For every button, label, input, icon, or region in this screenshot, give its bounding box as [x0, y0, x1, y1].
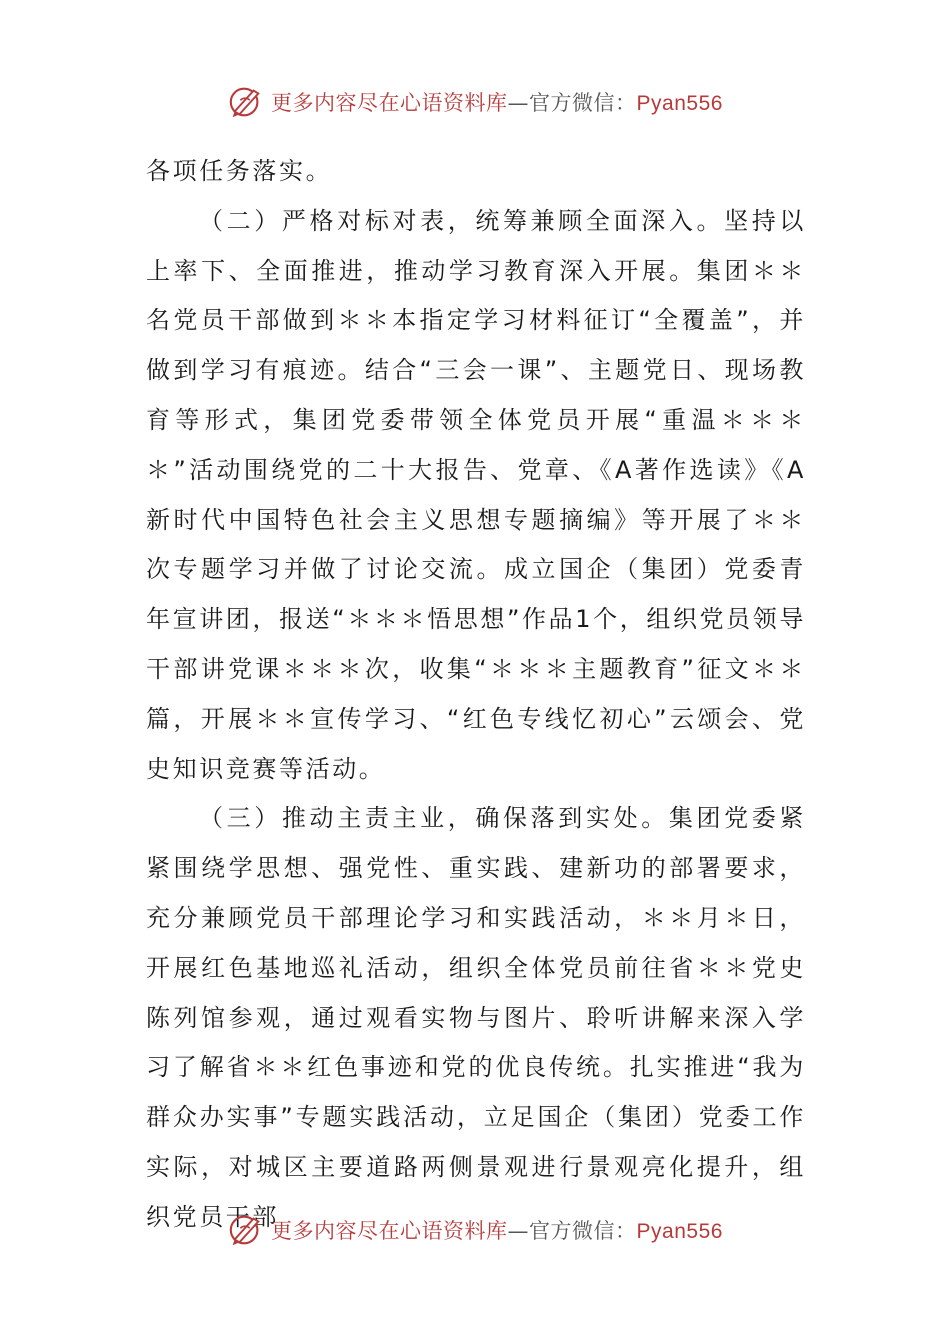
watermark-site: 更多内容尽在心语资料库 [271, 91, 508, 115]
watermark-wechat-id: Pyan556 [636, 92, 723, 115]
document-body [146, 147, 806, 1243]
watermark-separator: — [507, 1219, 530, 1243]
paragraph-section-2: （二）严格对标对表，统筹兼顾全面深入。坚持以上率下、全面推进，推动学习教育深入开展。集团＊＊名党员干部做到＊＊本指定学习材料征订“全覆盖”，并做到学习有痕迹。结合“三会一课”、主题党日、现场教育等形式，集团党委带领全体党员开展“重温＊＊＊＊”活动围绕党的二十大报告、党章、《A著作选读》《A新时代中国特色社会主义思想专题摘编》等开展了＊＊次专题学习并做了讨论交流。成立国企（集团）党委青年宣讲团，报送“＊＊＊悟思想”作品1个，组织党员领导干部讲党课＊＊＊次，收集“＊＊＊主题教育”征文＊＊篇，开展＊＊宣传学习、“红色专线忆初心”云颂会、党史知识竞赛等活动。 [146, 206, 806, 783]
paragraph-section-3: （三）推动主责主业，确保落到实处。集团党委紧紧围绕学思想、强党性、重实践、建新功的部署要求，充分兼顾党员干部理论学习和实践活动，＊＊月＊日，开展红色基地巡礼活动，组织全体党员前往省＊＊党史陈列馆参观，通过观看实物与图片、聆听讲解来深入学习了解省＊＊红色事迹和党的优良传统。扎实推进“我为群众办实事”专题实践活动，立足国企（集团）党委工作实际，对城区主要道路两侧景观进行景观亮化提升，组织党员干部 [146, 804, 806, 1231]
watermark-site: 更多内容尽在心语资料库 [271, 1219, 508, 1243]
header-watermark [0, 80, 950, 124]
watermark-separator: — [507, 91, 530, 115]
watermark-text [271, 1215, 723, 1245]
watermark-wechat-label: 官方微信： [529, 91, 637, 115]
footer-watermark [0, 1208, 950, 1252]
paragraph-continuation: 各项任务落实。 [146, 157, 333, 185]
watermark-wechat-label: 官方微信： [529, 1219, 637, 1243]
watermark-wechat-id: Pyan556 [636, 1220, 723, 1243]
pen-logo-icon [227, 83, 265, 121]
watermark-text [271, 87, 723, 117]
pen-logo-icon [227, 1211, 265, 1249]
